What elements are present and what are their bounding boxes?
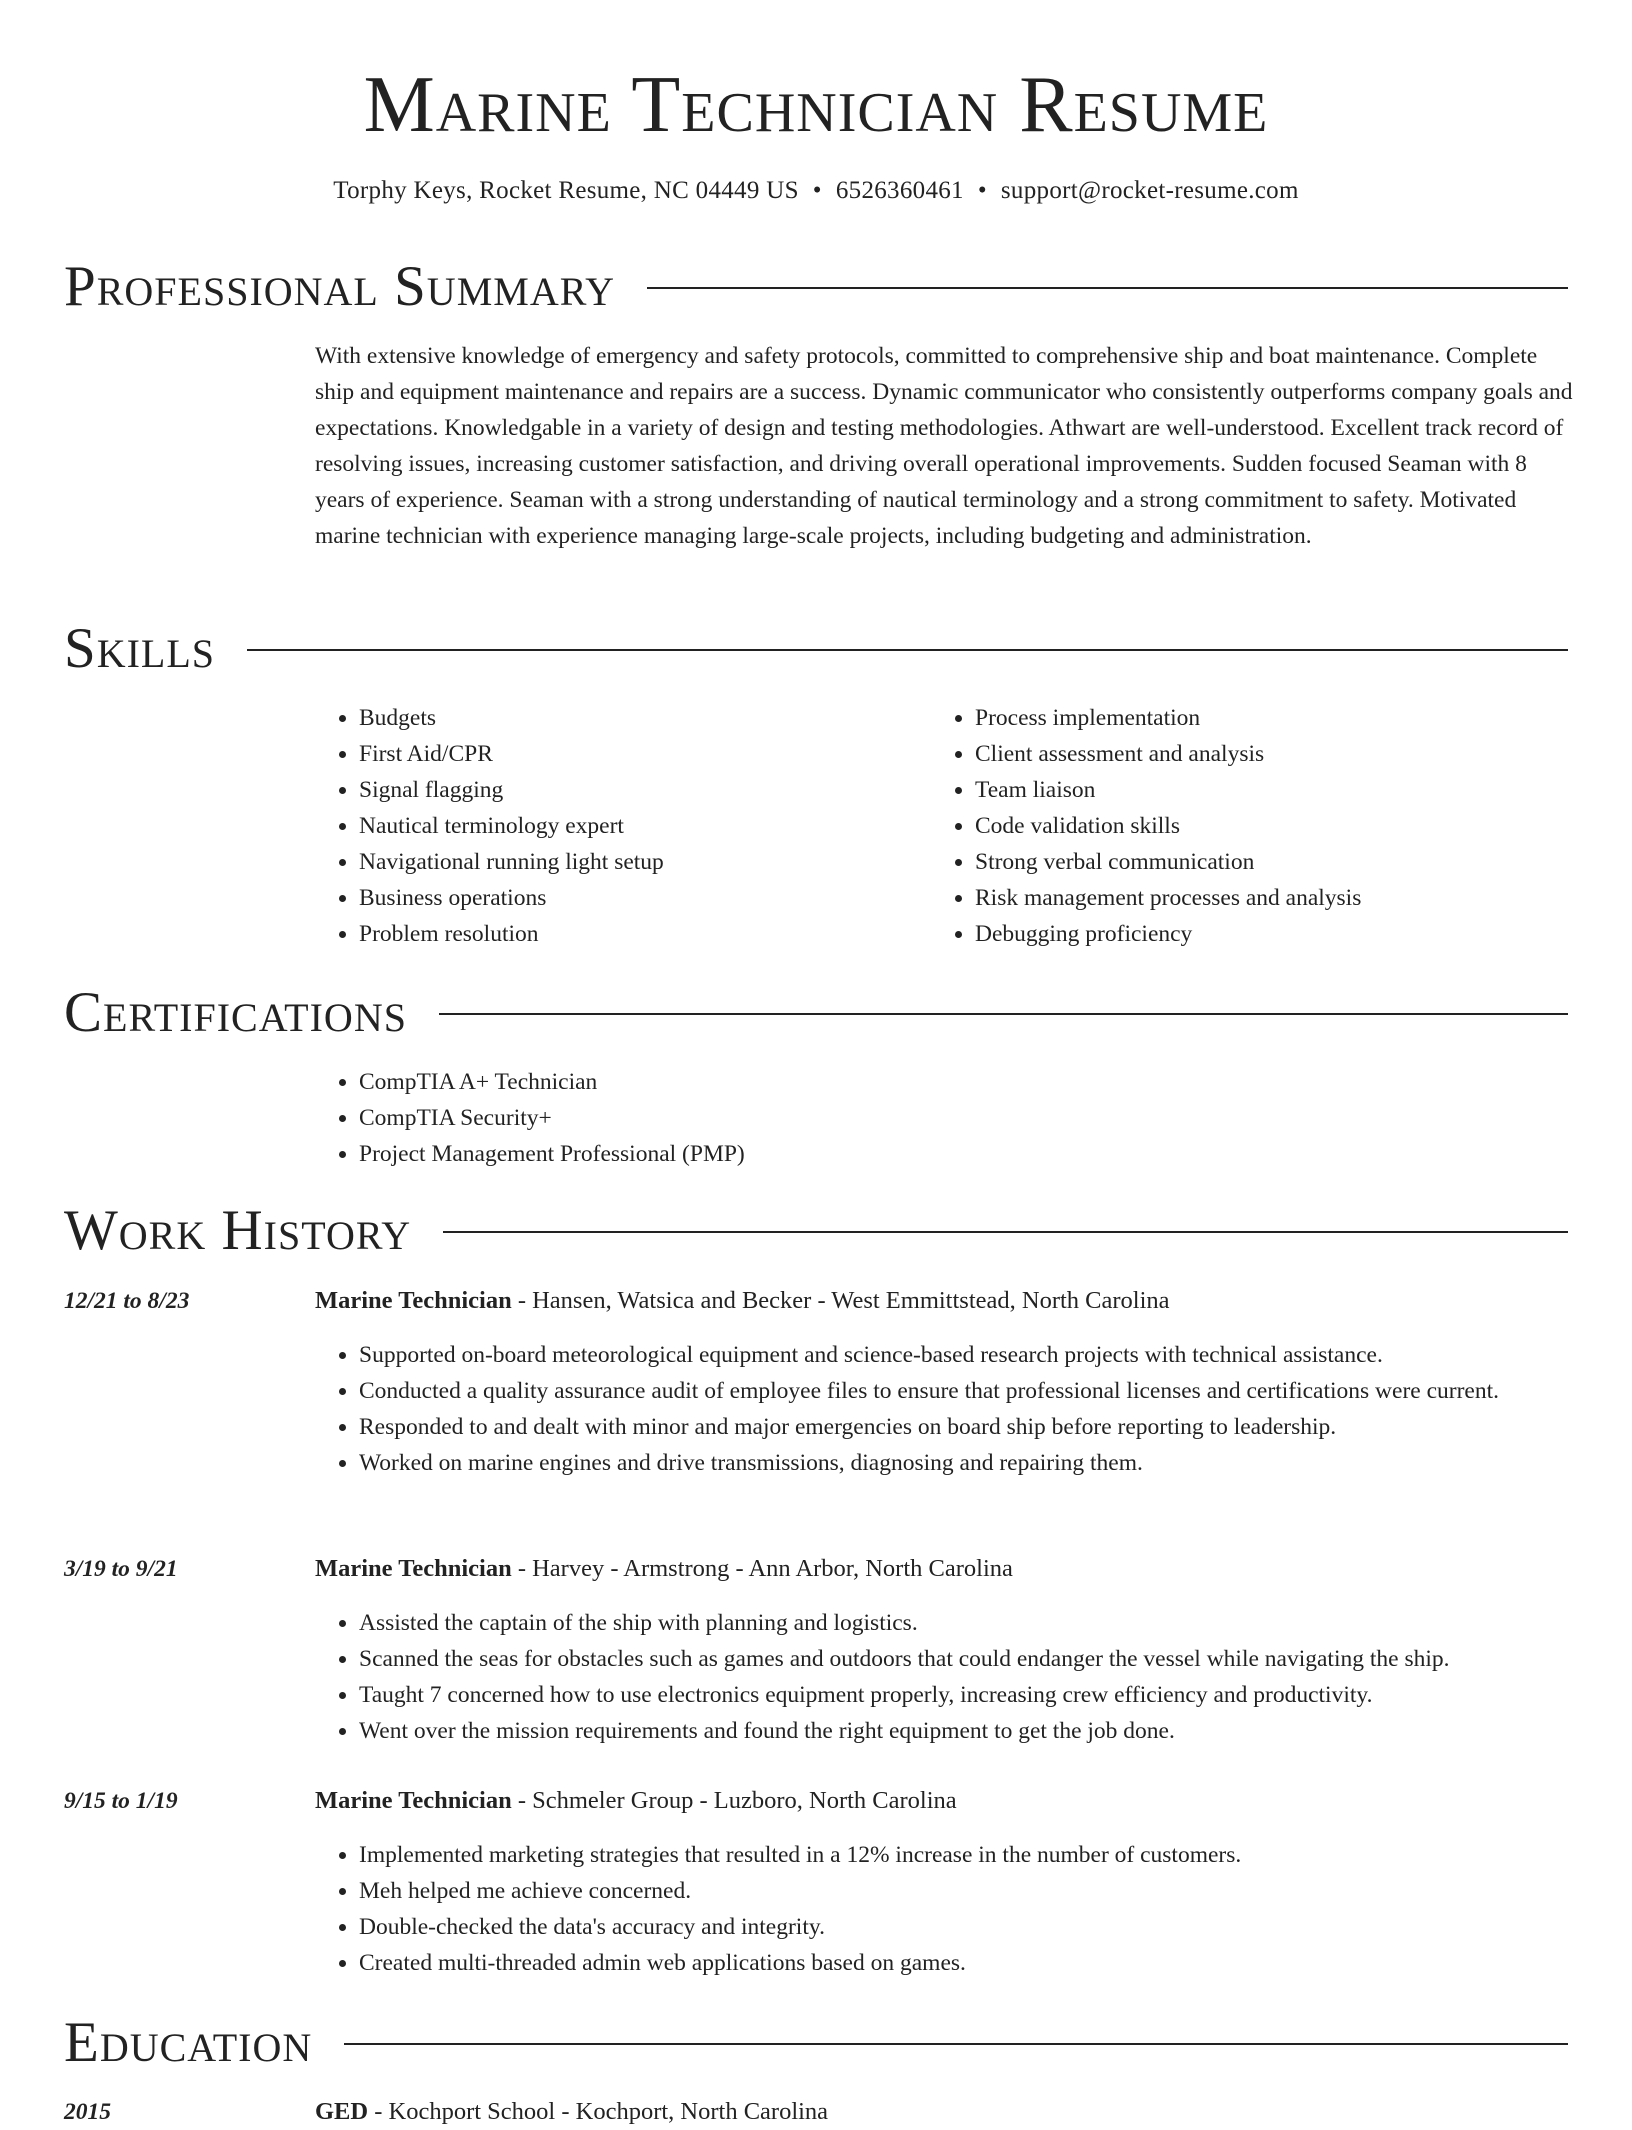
summary-section-header xyxy=(64,254,1568,320)
certifications-list xyxy=(315,1064,1215,1172)
education-degree: GED xyxy=(315,2098,369,2125)
skill-item: • Code validation skills xyxy=(975,808,1571,844)
certifications-section-header xyxy=(64,980,1568,1046)
job-bullets xyxy=(315,1837,1618,1981)
skill-item: • Risk management processes and analysis xyxy=(975,880,1571,916)
job-details: - Hansen, Watsica and Becker - West Emmittstead, North Carolina xyxy=(511,1287,1170,1314)
skills-column-left xyxy=(315,700,915,952)
job-bullet: • Meh helped me achieve concerned. xyxy=(359,1873,1618,1909)
education-heading-line xyxy=(315,2094,828,2130)
job-bullet: • Went over the mission requirements and found the right equipment to get the job done. xyxy=(359,1713,1618,1749)
certification-item: • Project Management Professional (PMP) xyxy=(359,1136,1215,1172)
contact-email: support@rocket-resume.com xyxy=(1000,177,1299,204)
contact-separator: • xyxy=(812,177,822,204)
job-bullet: • Implemented marketing strategies that resulted in a 12% increase in the number of customers. xyxy=(359,1837,1618,1873)
summary-heading: Professional Summary xyxy=(64,255,616,318)
section-divider xyxy=(647,287,1568,289)
job-bullet: • Assisted the captain of the ship with planning and logistics. xyxy=(359,1605,1618,1641)
certification-item: • CompTIA A+ Technician xyxy=(359,1064,1215,1100)
contact-separator: • xyxy=(977,177,987,204)
contact-phone: 6526360461 xyxy=(835,177,964,204)
job-heading xyxy=(315,1283,1170,1319)
skill-item: • Nautical terminology expert xyxy=(359,808,915,844)
job-bullet: • Created multi-threaded admin web applications based on games. xyxy=(359,1945,1618,1981)
contact-line xyxy=(0,174,1632,208)
job-details: - Harvey - Armstrong - Ann Arbor, North Carolina xyxy=(511,1555,1013,1582)
job-dates: 3/19 to 9/21 xyxy=(64,1556,178,1582)
section-divider xyxy=(247,649,1568,651)
skill-item: • Problem resolution xyxy=(359,916,915,952)
job-bullets xyxy=(315,1337,1618,1481)
section-divider xyxy=(443,1231,1568,1233)
contact-address: Torphy Keys, Rocket Resume, NC 04449 US xyxy=(333,177,799,204)
job-bullet: • Supported on-board meteorological equipment and science-based research projects with technical assistance. xyxy=(359,1337,1618,1373)
job-dates: 9/15 to 1/19 xyxy=(64,1788,178,1814)
education-year: 2015 xyxy=(64,2099,111,2125)
certification-item: • CompTIA Security+ xyxy=(359,1100,1215,1136)
skills-column-right xyxy=(931,700,1571,952)
skill-item: • Business operations xyxy=(359,880,915,916)
job-dates: 12/21 to 8/23 xyxy=(64,1288,190,1314)
certifications-heading: Certifications xyxy=(64,981,407,1044)
job-bullet: • Taught 7 concerned how to use electronics equipment properly, increasing crew efficiency and productivity. xyxy=(359,1677,1618,1713)
job-bullet: • Scanned the seas for obstacles such as games and outdoors that could endanger the vessel while navigating the ship. xyxy=(359,1641,1618,1677)
job-details: - Schmeler Group - Luzboro, North Carolina xyxy=(511,1787,957,1814)
job-title: Marine Technician xyxy=(315,1287,512,1314)
skill-item: • Team liaison xyxy=(975,772,1571,808)
resume-title: Marine Technician Resume xyxy=(363,61,1269,149)
skill-item: • First Aid/CPR xyxy=(359,736,915,772)
job-bullets xyxy=(315,1605,1618,1749)
job-heading xyxy=(315,1783,957,1819)
work-history-heading: Work History xyxy=(64,1199,412,1262)
job-bullet: • Worked on marine engines and drive transmissions, diagnosing and repairing them. xyxy=(359,1445,1618,1481)
education-details: - Kochport School - Kochport, North Carolina xyxy=(368,2098,829,2125)
education-heading: Education xyxy=(64,2011,313,2074)
skill-item: • Client assessment and analysis xyxy=(975,736,1571,772)
job-heading xyxy=(315,1551,1013,1587)
skill-item: • Process implementation xyxy=(975,700,1571,736)
job-bullet: • Conducted a quality assurance audit of employee files to ensure that professional licenses and certifications were current. xyxy=(359,1373,1618,1409)
skill-item: • Signal flagging xyxy=(359,772,915,808)
skill-item: • Debugging proficiency xyxy=(975,916,1571,952)
job-bullet: • Responded to and dealt with minor and major emergencies on board ship before reporting to leadership. xyxy=(359,1409,1618,1445)
education-section-header xyxy=(64,2010,1568,2076)
job-title: Marine Technician xyxy=(315,1787,512,1814)
job-bullet: • Double-checked the data's accuracy and integrity. xyxy=(359,1909,1618,1945)
skill-item: • Strong verbal communication xyxy=(975,844,1571,880)
job-title: Marine Technician xyxy=(315,1555,512,1582)
section-divider xyxy=(344,2043,1568,2045)
summary-text: With extensive knowledge of emergency and safety protocols, committed to comprehensive ship and boat maintenance. Complete ship and equipment maintenance and repairs are a success. Dynamic communicator who consistently outperforms company goals and expectations. Knowledgable in a variety of design and testing methodologies. Athwart are well-understood. Excellent track record of resolving issues, increasing customer satisfaction, and driving overall operational improvements. Sudden focused Seaman with 8 years of experience. Seaman with a strong understanding of nautical terminology and a strong commitment to safety. Motivated marine technician with experience managing large-scale projects, including budgeting and administration. xyxy=(315,343,1573,549)
skills-section-header xyxy=(64,616,1568,682)
skill-item: • Navigational running light setup xyxy=(359,844,915,880)
skills-heading: Skills xyxy=(64,617,216,680)
work-history-section-header xyxy=(64,1198,1568,1264)
section-divider xyxy=(439,1013,1568,1015)
skill-item: • Budgets xyxy=(359,700,915,736)
